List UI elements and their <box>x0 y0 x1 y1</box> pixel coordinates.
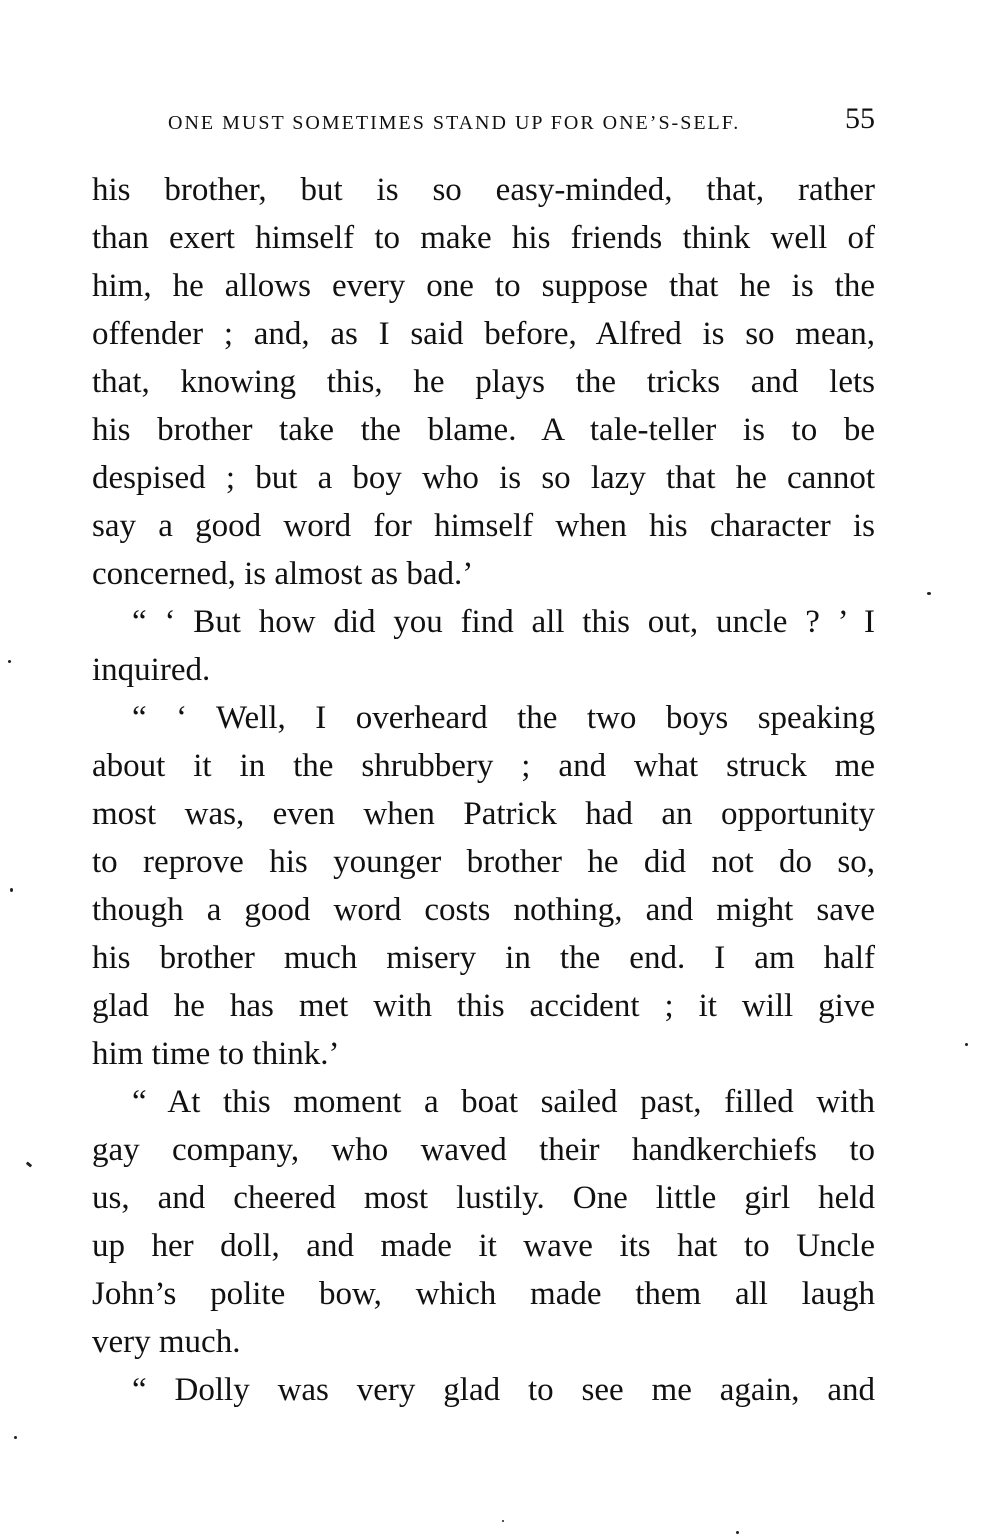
text-line: gay company, who waved their handkerchiefs to <box>92 1132 875 1168</box>
text-line: very much. <box>92 1324 241 1360</box>
text-line: up her doll, and made it wave its hat to Uncle <box>92 1228 875 1264</box>
scan-speck <box>10 888 13 892</box>
text-line: “ Dolly was very glad to see me again, and <box>132 1372 875 1408</box>
text-line: glad he has met with this accident ; it will give <box>92 988 875 1024</box>
text-line: than exert himself to make his friends think well of <box>92 220 875 256</box>
text-line: John’s polite bow, which made them all laugh <box>92 1276 875 1312</box>
scan-speck <box>927 592 931 595</box>
scan-speck <box>736 1531 739 1534</box>
text-line: “ ‘ But how did you find all this out, uncle ? ’ I <box>132 604 875 640</box>
text-line: inquired. <box>92 652 211 688</box>
page-number: 55 <box>845 102 875 135</box>
scan-speck <box>14 1436 17 1439</box>
text-line: offender ; and, as I said before, Alfred is so mean, <box>92 316 875 352</box>
text-line: despised ; but a boy who is so lazy that he cannot <box>92 460 875 496</box>
text-line: that, knowing this, he plays the tricks and lets <box>92 364 875 400</box>
text-line: “ At this moment a boat sailed past, filled with <box>132 1084 875 1120</box>
text-line: his brother much misery in the end. I am half <box>92 940 875 976</box>
text-line: him time to think.’ <box>92 1036 340 1072</box>
text-line: us, and cheered most lustily. One little girl held <box>92 1180 875 1216</box>
text-line: concerned, is almost as bad.’ <box>92 556 474 592</box>
scan-speck <box>965 1043 968 1046</box>
running-title: ONE MUST SOMETIMES STAND UP FOR ONE’S-SELF. <box>168 112 741 134</box>
text-line: his brother take the blame. A tale-teller is to be <box>92 412 875 448</box>
text-line: though a good word costs nothing, and might save <box>92 892 875 928</box>
body-text <box>92 166 875 1414</box>
running-head <box>90 100 875 140</box>
text-line: his brother, but is so easy-minded, that, rather <box>92 172 875 208</box>
text-line: “ ‘ Well, I overheard the two boys speaking <box>132 700 875 736</box>
text-line: about it in the shrubbery ; and what struck me <box>92 748 875 784</box>
scan-speck <box>26 1161 33 1167</box>
scan-speck <box>502 1520 504 1522</box>
text-line: say a good word for himself when his character is <box>92 508 875 544</box>
text-line: most was, even when Patrick had an opportunity <box>92 796 875 832</box>
scan-speck <box>8 660 11 663</box>
text-line: him, he allows every one to suppose that he is the <box>92 268 875 304</box>
text-line: to reprove his younger brother he did not do so, <box>92 844 875 880</box>
